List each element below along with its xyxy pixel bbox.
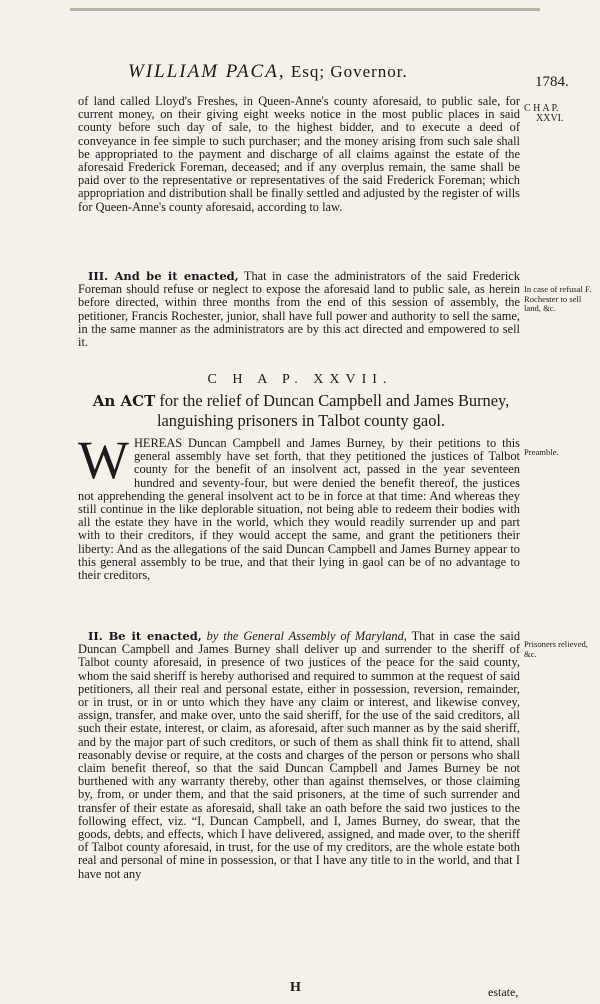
margin-chapter	[524, 104, 598, 123]
section-ii-enacting	[78, 630, 520, 881]
signature-mark: H	[290, 980, 301, 995]
margin-note-prisoners: Prisoners relieved, &c.	[524, 639, 588, 659]
section-ii-lead: II. Be it enacted,	[88, 629, 202, 643]
section-ii-text: That in case the said Duncan Campbell and James Burney shall deliver up and surrender to the sheriff of Talbot county aforesaid, in presence of two justices of the peace for the said county, whom the said sheriff is hereby authorised and required to summon at the request of said petitioners, all their real and personal estate, either in possession, reversion, remainder, or in trust, or in or unto which they have any claim or interest, and likewise convey, assign, transfer, and make over, unto the said sheriff, for the use of the said creditors, all such their estate, interest, or claim, as aforesaid, after such manner as by the said sheriff, and by the major part of such creditors, or such of them as shall think fit to attend, shall reasonably devise or require, at the costs and charges of the person or persons who shall claim benefit thereof, so that the said Duncan Campbell and James Burney be not burthened with any warranty thereby, other than against themselves, or those claiming by, from, or under them, and that the said prisoners, at the time of such surrender and transfer of their estate as aforesaid, shall take an oath before the said two justices to the following effect, viz. “I, Duncan Campbell, and I, James Burney, do swear, that the goods, debts, and effects, which I have delivered, assigned, and made over, to the sheriff of Talbot county aforesaid, in trust, for the use of my creditors, are the whole estate both real and personal of mine in possession, or that I have any title to in the world, and that I have not any	[78, 629, 521, 881]
section-ii-authority: by the General Assembly of Maryland,	[201, 629, 407, 643]
running-head-comma: ,	[278, 61, 286, 82]
page-year: 1784.	[535, 74, 569, 90]
preamble	[78, 430, 520, 583]
catchword: estate,	[488, 985, 519, 999]
section-iii-lead: III. And be it enacted,	[88, 269, 239, 283]
section-ii-tail	[78, 95, 520, 214]
act-title	[86, 391, 516, 431]
page-edge	[70, 8, 540, 11]
section-ii-tail-text: of land called Lloyd's Freshes, in Queen-Anne's county aforesaid, to public sale, for current money, on their giving eight weeks notice in the most public places in said county before such day of sale, to the highest bidder, and to execute a deed of conveyance in fee simple to such purchaser; and the money arising from such sale shall be appropriated to the payment and discharge of all claims against the estate of the aforesaid Frederick Foreman, deceased; and if any overplus remain, the same shall be paid over to the representative or representatives of the said Frederick Foreman; which appropriation and distribution shall be finally settled and adjusted by the register of wills for Queen-Anne's county aforesaid, according to law.	[78, 94, 520, 214]
margin-chap-label: C H A P.	[524, 103, 559, 114]
margin-note-preamble: Preamble.	[524, 447, 559, 457]
running-head-office: Esq; Governor.	[285, 62, 408, 81]
section-iii	[78, 270, 520, 349]
running-head-name: WILLIAM PACA	[128, 61, 279, 82]
margin-chap-number: XXVI.	[536, 112, 564, 124]
preamble-text: Duncan Campbell and James Burney, by their petitions to this general assembly have set forth, that they petitioned the justices of Talbot county for the benefit of an insolvent act, passed in the year seventeen hundred and seventy-four, but were denied the benefit thereof, the justices not apprehending the general insolvent act to be in force at that time: And whereas they still continue in the like deplorable situation, not being able to redeem their bodies with all the estate they have in the world, which they would readily surrender up and part with to their creditors, if they would accept the same, and grant the petitioners their liberty: And as the allegations of the said Duncan Campbell and James Burney appear to this general assembly to be true, and that their lying in gaol can be of no advantage to their creditors,	[78, 436, 520, 583]
preamble-lead: HEREAS	[133, 436, 183, 450]
act-title-lead: An ACT	[92, 392, 156, 410]
chapter-heading: C H A P. XXVII.	[207, 372, 393, 387]
running-head	[128, 61, 408, 83]
act-title-text: for the relief of Duncan Campbell and James Burney, languishing prisoners in Talbot county gaol.	[155, 391, 510, 430]
margin-note-refusal: In case of refusal F. Rochester to sell land, &c.	[524, 284, 592, 314]
drop-cap: W	[78, 430, 129, 490]
section-iii-text: That in case the administrators of the said Frederick Foreman should refuse or neglect to expose the aforesaid land to public sale, as herein before directed, within three months from the end of this session of assembly, the petitioner, Francis Rochester, junior, shall have full power and authority to sell the same, in the same manner as the administrators are by this act directed and empowered to sell it.	[78, 269, 520, 350]
